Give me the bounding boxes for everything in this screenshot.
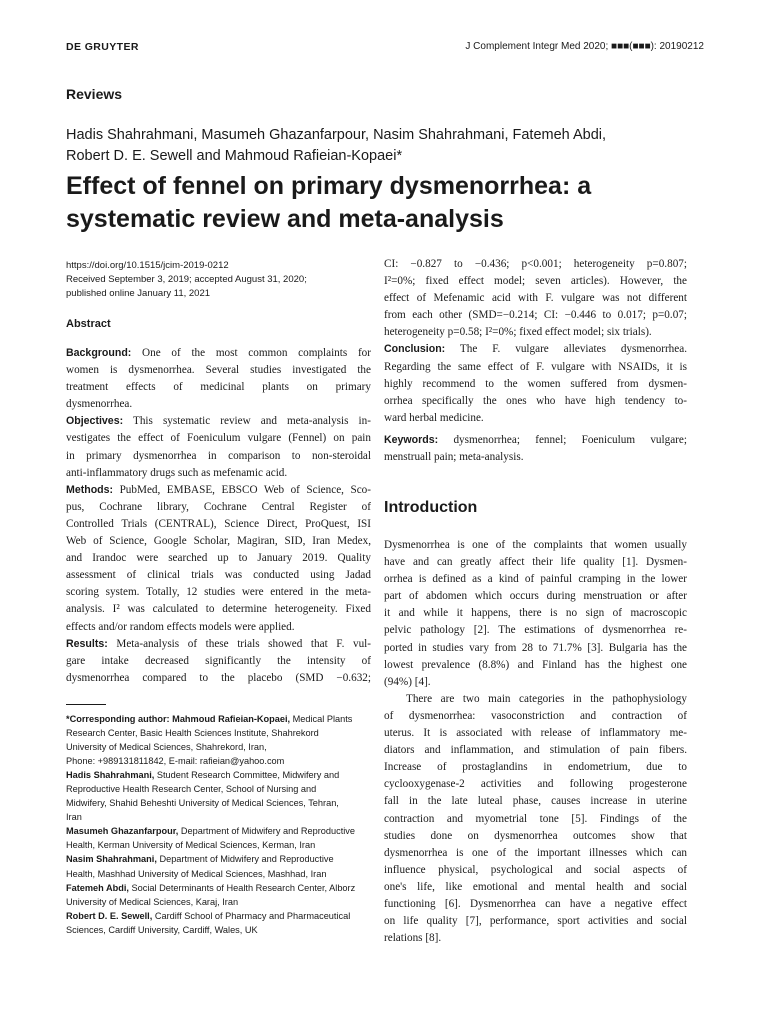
footnote-divider [66,704,106,705]
intro-line: studies done on dysmenorrhea outcomes show that [384,829,687,842]
keywords-line: Keywords: dysmenorrhea; fennel; Foeniculum vulgare; [384,434,687,446]
abstract-line: Methods: PubMed, EMBASE, EBSCO Web of Science, Sco- [66,483,371,496]
abstract-line: orrhea specifically the ones who have high tendency to- [384,394,687,407]
abstract-line: Regarding the same effect of F. vulgare with NSAIDs, it is [384,360,687,373]
abstract-line: from each other (SMD=−0.214; CI: −0.446 to 0.017; p=0.07; [384,309,687,322]
footnote-line: Phone: +989131811842, E-mail: rafieian@yahoo.com [66,756,285,767]
abstract-line: in primary dysmenorrhea in comparison to non-steroidal [66,449,371,462]
footnote-line: Fatemeh Abdi, Social Determinants of Health Research Center, Alborz [66,882,356,893]
published-date: published online January 11, 2021 [66,288,211,299]
footnote-line: Research Center, Basic Health Sciences Institute, Shahrekord [66,728,319,739]
intro-line: lowest prevalence (8.8%) and Finland has the highest one [384,658,687,671]
introduction-body [384,537,687,947]
keywords [384,432,687,466]
intro-line: it and while it happens, there is no sign of macroscopic [384,607,687,620]
methods-label: Methods: [66,483,114,496]
abstract-line: analysis. I² was calculated to determine heterogeneity. Fixed [66,603,371,616]
abstract-line: vestigates the effect of Foeniculum vulgare (Fennel) on pain [66,432,371,445]
intro-line: part of abdomen which occurs during menstruation or after [384,590,687,603]
abstract-line: dysmenorrhea compared to the placebo (SMD −0.632; [66,671,371,684]
intro-line: uterus. It is associated with release of inflammatory me- [384,727,687,740]
publisher-name: DE GRUYTER [66,41,139,53]
intro-line: ported in studies vary from 28 to 71.7% [3]. Bulgaria has the [384,641,687,654]
intro-line: Increase of prostaglandins in endometrium, due to [384,761,687,774]
intro-line: cyclooxygenase-2 activities and following progesterone [384,778,687,791]
abstract-line: gare intake decreased significantly the intensity of [66,654,371,667]
abstract-line: Background: One of the most common complaints for [66,347,371,359]
abstract-line: and Irandoc were searched up to January 2019. Quality [66,552,371,565]
abstract-heading: Abstract [66,318,111,330]
abstract-left-column [66,345,371,687]
author-footnotes [66,712,371,937]
abstract-line: pus, Cochrane library, Cochrane Central Register of [66,500,371,513]
footnote-line: *Corresponding author: Mahmoud Rafieian-Kopaei, Medical Plants [66,714,353,724]
intro-line: pelvic pathology [2]. The estimations of dysmenorrhea re- [384,624,687,637]
intro-line: (94%) [4]. [384,675,431,688]
article-title [66,170,686,236]
footnote-line: Nasim Shahrahmani, Department of Midwifery and Reproductive [66,854,334,865]
footnote-line: Sciences, Cardiff University, Cardiff, Wales, UK [66,924,258,935]
footnote-line: Health, Mashhad University of Medical Sciences, Mashhad, Iran [66,868,327,879]
article-meta [66,259,366,301]
intro-line: on life quality [7], performance, sport activities and social [384,915,687,928]
abstract-line: women is dysmenorrhea. Several studies investigated the [66,364,371,377]
abstract-line: scoring system. Totally, 12 studies were entered in the meta- [66,586,371,599]
intro-line: of dysmenorrhea: vasoconstriction and contraction of [384,709,687,722]
introduction-heading: Introduction [384,499,478,516]
author-list [66,125,696,167]
section-label: Reviews [66,86,123,102]
conclusion-label: Conclusion: [384,343,446,356]
results-label: Results: [66,637,108,650]
received-dates: Received September 3, 2019; accepted August 31, 2020; [66,274,307,285]
intro-line: relations [8]. [384,932,442,945]
title-line: Effect of fennel on primary dysmenorrhea: a [66,172,592,200]
footnote-line: Hadis Shahrahmani, Student Research Committee, Midwifery and [66,770,340,781]
title-line: systematic review and meta-analysis [66,205,504,233]
intro-line: influence physical, psychological and social aspects of [384,863,687,876]
abstract-line: ward herbal medicine. [384,411,484,424]
footnote-line: University of Medical Sciences, Karaj, Iran [66,896,239,907]
abstract-line: Objectives: This systematic review and meta-analysis in- [66,415,371,428]
intro-line: contraction and myometrial tone [5]. Findings of the [384,812,687,825]
abstract-line: effect of Mefenamic acid with F. vulgare was not different [384,292,687,305]
abstract-line: CI: −0.827 to −0.436; p<0.001; heterogeneity p=0.807; [384,258,687,270]
intro-line: functioning [6]. Dysmenorrhea can have a negative effect [384,897,687,910]
intro-line: Dysmenorrhea is one of the complaints that women usually [384,539,687,551]
abstract-line: Conclusion: The F. vulgare alleviates dysmenorrhea. [384,343,687,356]
intro-line: dysmenorrhea is one of the important illnesses which can [384,846,687,859]
abstract-line: Controlled Trials (CENTRAL), Science Direct, ProQuest, ISI [66,517,371,530]
abstract-line: heterogeneity p=0.58; I²=0%; fixed effect model; six trials). [384,326,652,339]
abstract-line: assessment of clinical trials was conducted using Jadad [66,569,371,582]
keywords-label: Keywords: [384,434,439,446]
footnote-line: Health, Kerman University of Medical Sciences, Kerman, Iran [66,840,316,851]
intro-line: diators and inflammation, and stimulation of pain fibers. [384,744,687,757]
abstract-right-column [384,256,687,427]
footnote-line: Masumeh Ghazanfarpour, Department of Midwifery and Reproductive [66,826,356,837]
objectives-label: Objectives: [66,415,124,428]
intro-line: fall in the late luteal phase, causes increase in uterine [384,795,687,808]
intro-line: There are two main categories in the pathophysiology [406,692,687,705]
keywords-line: menstruall pain; meta-analysis. [384,451,524,464]
abstract-line: effects and/or random effects models were applied. [66,620,295,633]
abstract-line: treatment effects of medicinal plants on primary [66,381,371,394]
abstract-line: I²=0%; fixed effect model; seven articles). However, the [384,275,687,288]
footnote-line: Reproductive Health Research Center, School of Nursing and [66,784,317,795]
footnote-line: Iran [66,812,82,823]
abstract-line: Web of Science, Google Scholar, Magiran, SID, Iran Medex, [66,535,371,548]
intro-line: have and can greatly affect their life quality [1]. Dysmen- [384,556,687,569]
footnote-line: Midwifery, Shahid Beheshti University of Medical Sciences, Tehran, [66,798,339,809]
journal-reference: J Complement Integr Med 2020; ■■■(■■■): 20190212 [465,41,704,52]
abstract-line: Results: Meta-analysis of these trials showed that F. vul- [66,637,371,650]
doi-link[interactable]: https://doi.org/10.1515/jcim-2019-0212 [66,260,229,271]
abstract-line: dysmenorrhea. [66,398,133,411]
background-label: Background: [66,347,132,359]
author-line: Hadis Shahrahmani, Masumeh Ghazanfarpour, Nasim Shahrahmani, Fatemeh Abdi, [66,127,607,143]
author-line: Robert D. E. Sewell and Mahmoud Rafieian-Kopaei* [66,148,403,164]
footnote-line: Robert D. E. Sewell, Cardiff School of Pharmacy and Pharmaceutical [66,910,351,921]
intro-line: orrhea is defined as a kind of painful cramping in the lower [384,573,687,586]
abstract-line: anti-inflammatory drugs such as mefenamic acid. [66,466,288,479]
abstract-line: highly recommend to the women suffered from dysmen- [384,377,687,390]
intro-line: one's life, like emotional and mental health and social [384,880,687,893]
footnote-line: University of Medical Sciences, Shahrekord, Iran, [66,742,267,753]
